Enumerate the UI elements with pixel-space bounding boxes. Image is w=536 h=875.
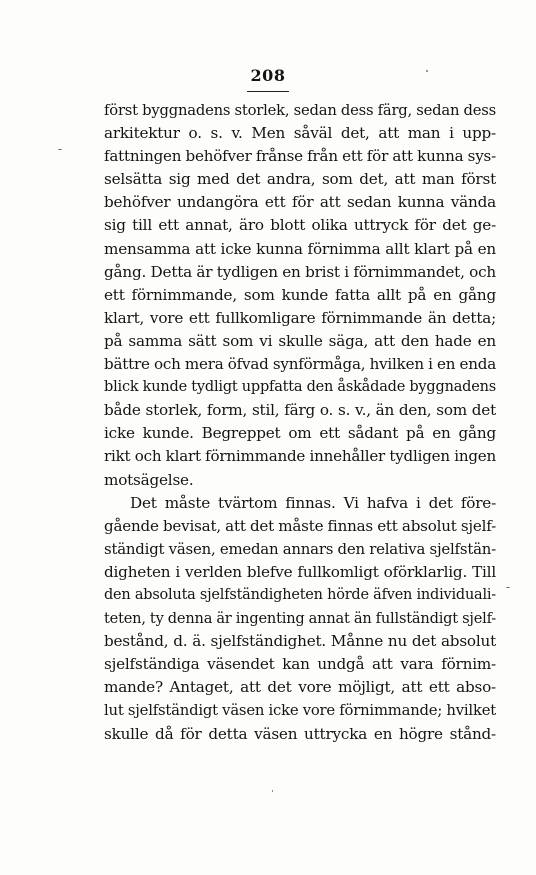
text-line: mensamma att icke kunna förnimma allt klart på en — [104, 239, 496, 258]
print-speck — [426, 70, 428, 72]
text-line: selsätta sig med det andra, som det, att man först — [104, 170, 496, 189]
body-text — [104, 99, 496, 746]
text-line: både storlek, form, stil, färg o. s. v., än den, som det — [104, 401, 496, 420]
margin-mark-left: - — [58, 142, 63, 156]
text-line: sjelfständiga väsendet kan undgå att vara förnim- — [104, 655, 496, 674]
text-line: mande? Antaget, att det vore möjligt, att ett abso- — [104, 678, 496, 697]
text-line: teten, ty denna är ingenting annat än fullständigt sjelf- — [104, 610, 496, 628]
text-line: bättre och mera öfvad synförmåga, hvilken i en enda — [104, 355, 496, 374]
text-line: Det måste tvärtom finnas. Vi hafva i det före- — [130, 493, 496, 512]
text-line: icke kunde. Begreppet om ett sådant på en gång — [104, 424, 496, 443]
text-line: bestånd, d. ä. sjelfständighet. Månne nu det absolut — [104, 632, 496, 651]
paragraph — [104, 99, 496, 492]
page-number: 208 — [250, 66, 286, 85]
text-line: behöfver undangöra ett för att sedan kunna vända — [104, 193, 496, 212]
text-line: den absoluta sjelfständigheten hörde äfven individuali- — [104, 586, 496, 603]
text-line: lut sjelfständigt väsen icke vore förnimmande; hvilket — [104, 702, 496, 720]
text-line: ett förnimmande, som kunde fatta allt på en gång — [104, 285, 496, 304]
page-number-rule — [247, 91, 289, 92]
margin-mark-right: - — [506, 580, 511, 594]
text-line: motsägelse. — [104, 470, 194, 489]
text-line: rikt och klart förnimmande innehåller tydligen ingen — [104, 447, 496, 466]
text-line: klart, vore ett fullkomligare förnimmande än detta; — [104, 308, 496, 327]
text-line: först byggnadens storlek, sedan dess färg, sedan dess — [104, 102, 496, 119]
text-line: ständigt väsen, emedan annars den relativa sjelfstän- — [104, 539, 496, 558]
text-line: på samma sätt som vi skulle säga, att den hade en — [104, 331, 496, 350]
text-line: fattningen behöfver frånse från ett för att kunna sys- — [104, 147, 496, 166]
text-line: skulle då för detta väsen uttrycka en högre stånd- — [104, 724, 496, 743]
print-speck — [272, 790, 273, 792]
text-line: blick kunde tydligt uppfatta den åskådade byggnadens — [104, 379, 496, 396]
text-line: sig till ett annat, äro blott olika uttryck för det ge- — [104, 216, 496, 235]
text-line: gång. Detta är tydligen en brist i förnimmandet, och — [104, 262, 496, 281]
text-line: digheten i verlden blefve fullkomligt oförklarlig. Till — [104, 562, 496, 581]
text-line: gående bevisat, att det måste finnas ett absolut sjelf- — [104, 516, 496, 535]
text-line: arkitektur o. s. v. Men såväl det, att man i upp- — [104, 124, 496, 143]
paragraph — [104, 492, 496, 746]
